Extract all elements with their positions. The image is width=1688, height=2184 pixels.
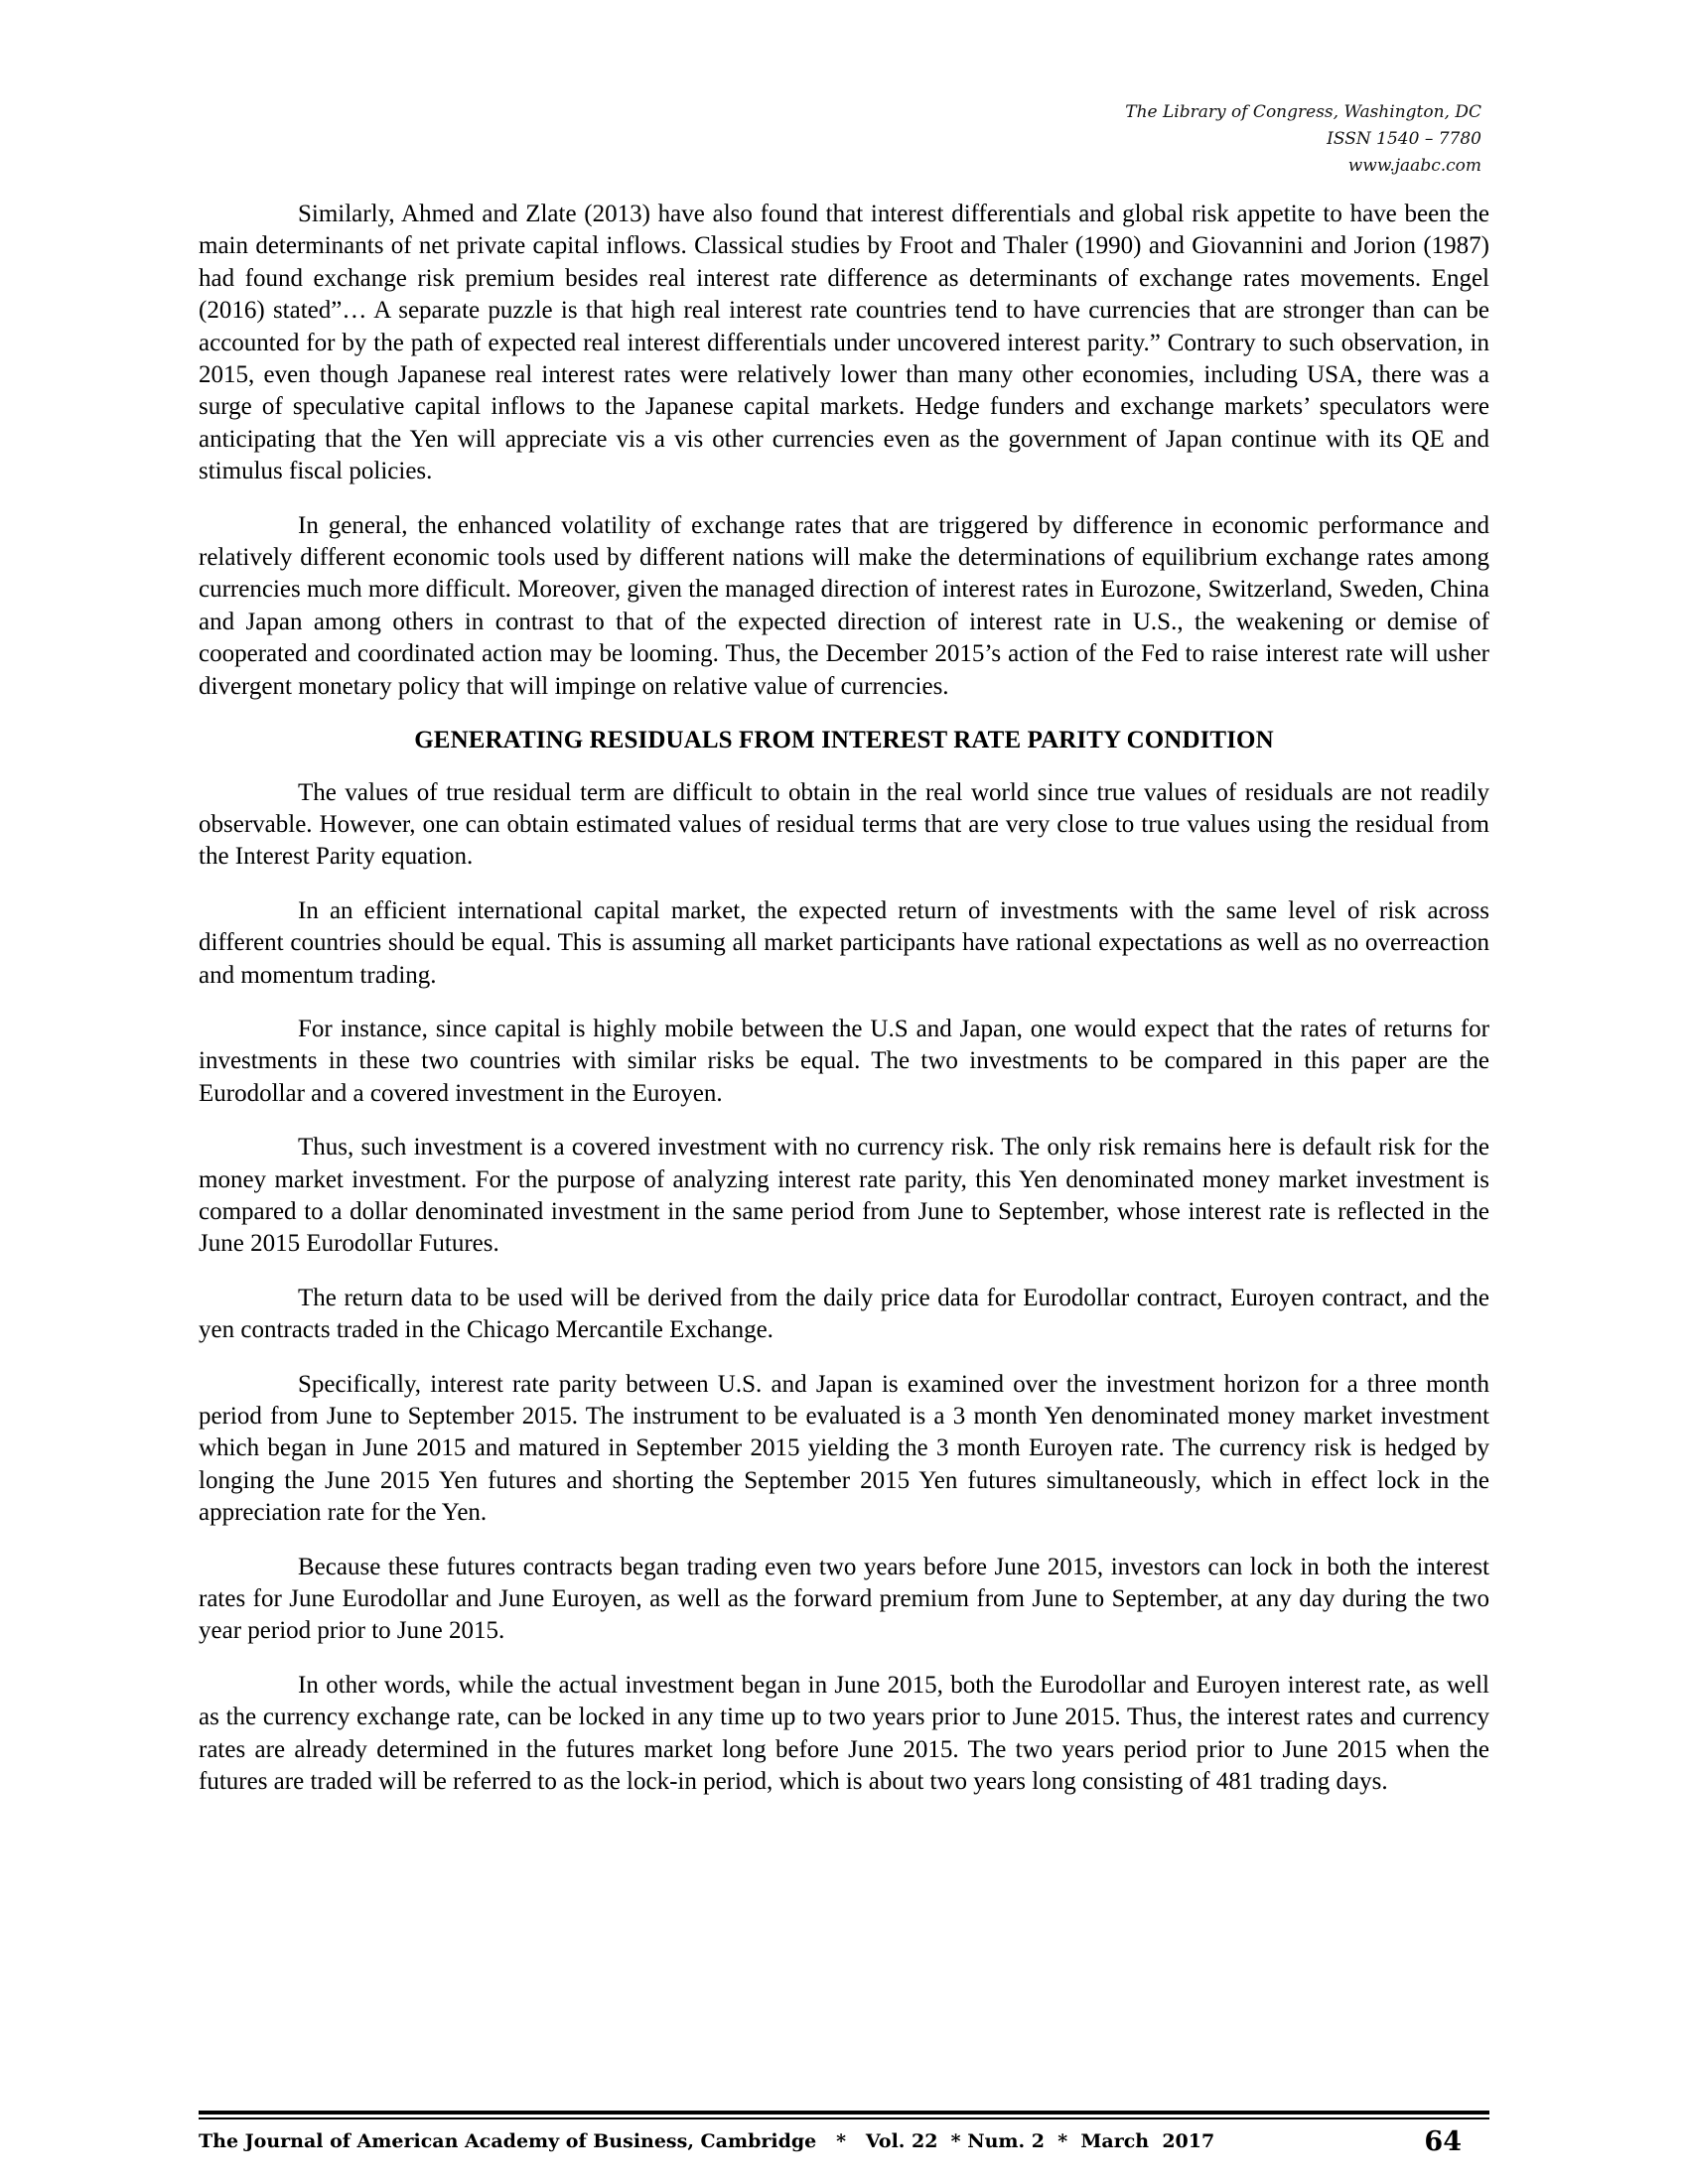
- paragraph-10: In other words, while the actual investment began in June 2015, both the Eurodollar and Euroyen interest rate, as well as the currency exchange rate, can be locked in any time up to two years prior to June 2015. Thus, the interest rates and currency rates are already determined in the futures market long before June 2015. The two years period prior to June 2015 when the futures are traded will be referred to as the lock-in period, which is about two years long consisting of 481 trading days.: [199, 1671, 1489, 1796]
- paragraph-5: For instance, since capital is highly mobile between the U.S and Japan, one would expect that the rates of returns for investments in these two countries with similar risks be equal. The two investments to be compared in this paper are the Eurodollar and a covered investment in the Euroyen.: [199, 1015, 1489, 1107]
- footer-rule-thin: [199, 2117, 1489, 2119]
- page-header: [786, 99, 1481, 180]
- paragraph-6: Thus, such investment is a covered investment with no currency risk. The only risk remains here is default risk for the money market investment. For the purpose of analyzing interest rate parity, this Yen denominated money market investment is compared to a dollar denominated investment in the same period from June to September, whose interest rate is reflected in the June 2015 Eurodollar Futures.: [199, 1134, 1489, 1258]
- paragraph-8: Specifically, interest rate parity between U.S. and Japan is examined over the investment horizon for a three month period from June to September 2015. The instrument to be evaluated is a 3 month Yen denominated money market investment which began in June 2015 and matured in September 2015 yielding the 3 month Euroyen rate. The currency risk is hedged by longing the June 2015 Yen futures and shorting the September 2015 Yen futures simultaneously, which in effect lock in the appreciation rate for the Yen.: [199, 1370, 1489, 1527]
- paragraph-1: Similarly, Ahmed and Zlate (2013) have also found that interest differentials and global risk appetite to have been the main determinants of net private capital inflows. Classical studies by Froot and Thaler (1990) and Giovannini and Jorion (1987) had found exchange risk premium besides real interest rate difference as determinants of exchange rates movements. Engel (2016) stated”… A separate puzzle is that high real interest rate countries tend to have currencies that are stronger than can be accounted for by the path of expected real interest differentials under uncovered interest parity.” Contrary to such observation, in 2015, even though Japanese real interest rates were relatively lower than many other economies, including USA, there was a surge of speculative capital inflows to the Japanese capital markets. Hedge funders and exchange markets’ speculators were anticipating that the Yen will appreciate vis a vis other currencies even as the government of Japan continue with its QE and stimulus fiscal policies.: [199, 201, 1489, 485]
- paragraph-3: The values of true residual term are difficult to obtain in the real world since true values of residuals are not readily observable. However, one can obtain estimated values of residual terms that are very close to true values using the residual from the Interest Parity equation.: [199, 778, 1489, 871]
- paragraph-7: The return data to be used will be derived from the daily price data for Eurodollar contract, Euroyen contract, and the yen contracts traded in the Chicago Mercantile Exchange.: [199, 1284, 1489, 1344]
- paragraph-9: Because these futures contracts began trading even two years before June 2015, investors can lock in both the interest rates for June Eurodollar and June Euroyen, as well as the forward premium from June to September, at any day during the two year period prior to June 2015.: [199, 1553, 1489, 1645]
- header-issn: ISSN 1540 – 7780: [1327, 129, 1481, 149]
- page-number: 64: [1424, 2126, 1462, 2157]
- paragraph-2: In general, the enhanced volatility of exchange rates that are triggered by difference in economic performance and relatively different economic tools used by different nations will make the determinations of equilibrium exchange rates among currencies much more difficult. Moreover, given the managed direction of interest rates in Eurozone, Switzerland, Sweden, China and Japan among others in contrast to that of the expected direction of interest rate in U.S., the weakening or demise of cooperated and coordinated action may be looming. Thus, the December 2015’s action of the Fed to raise interest rate will usher divergent monetary policy that will impinge on relative value of currencies.: [199, 511, 1489, 700]
- page-footer: [199, 2126, 1489, 2160]
- header-website: www.jaabc.com: [1347, 156, 1481, 176]
- section-heading: GENERATING RESIDUALS FROM INTEREST RATE PARITY CONDITION: [414, 727, 1274, 754]
- paragraph-4: In an efficient international capital market, the expected return of investments with the same level of risk across different countries should be equal. This is assuming all market participants have rational expectations as well as no overreaction and momentum trading.: [199, 896, 1489, 989]
- footer-rule-thick: [199, 2111, 1489, 2115]
- article-body: [199, 199, 1489, 1820]
- header-publisher: The Library of Congress, Washington, DC: [1125, 102, 1481, 122]
- footer-journal-citation: The Journal of American Academy of Business, Cambridge * Vol. 22 * Num. 2 * March 2017: [199, 2130, 1215, 2152]
